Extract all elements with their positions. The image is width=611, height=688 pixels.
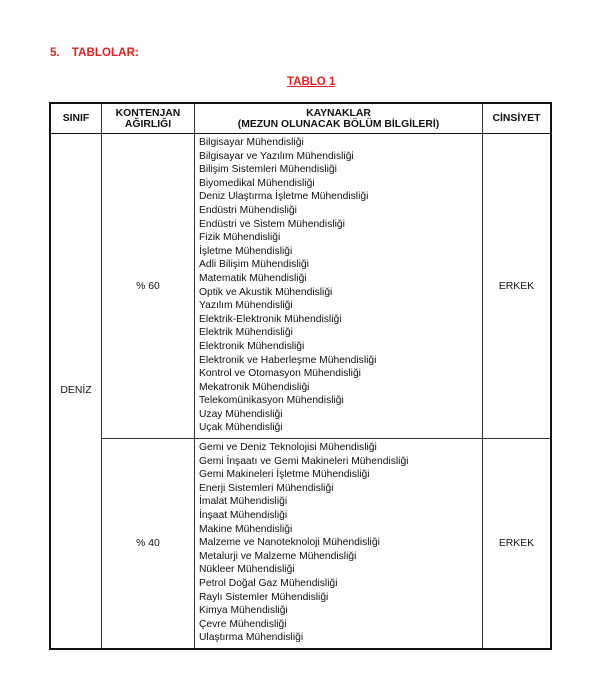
source-item: Malzeme ve Nanoteknoloji Mühendisliği <box>199 537 380 549</box>
weight-cell: % 40 <box>102 439 195 649</box>
table-row <box>50 439 551 649</box>
source-item: Telekomünikasyon Mühendisliği <box>199 395 344 407</box>
source-item: Elektrik Mühendisliği <box>199 327 293 339</box>
source-item: Endüstri ve Sistem Mühendisliği <box>199 218 345 230</box>
quota-table <box>49 102 552 650</box>
header-sinif: SINIF <box>50 103 102 134</box>
header-kontenjan-line2: AĞIRLIĞI <box>124 118 172 130</box>
header-kaynaklar-line2: (MEZUN OLUNACAK BÖLÜM BİLGİLERİ) <box>237 118 440 130</box>
source-item: Makine Mühendisliği <box>199 523 293 535</box>
header-cinsiyet: CİNSİYET <box>483 103 552 134</box>
header-kaynaklar-line1: KAYNAKLAR <box>306 107 371 119</box>
sinif-cell: DENİZ <box>50 134 102 649</box>
table-row <box>50 134 551 439</box>
source-item: Fizik Mühendisliği <box>199 232 281 244</box>
source-item: İnşaat Mühendisliği <box>199 510 288 522</box>
gender-cell: ERKEK <box>483 134 552 439</box>
table-header-row <box>50 103 551 134</box>
source-item: Uçak Mühendisliği <box>199 422 283 434</box>
source-item: Kimya Mühendisliği <box>199 605 288 617</box>
source-item: Yazılım Mühendisliği <box>199 300 293 312</box>
source-item: Bilgisayar ve Yazılım Mühendisliği <box>199 150 354 162</box>
source-item: İşletme Mühendisliği <box>199 245 293 257</box>
source-item: Gemi Makineleri İşletme Mühendisliği <box>199 469 370 481</box>
source-item: Ulaştırma Mühendisliği <box>199 632 304 644</box>
source-item: Gemi ve Deniz Teknolojisi Mühendisliği <box>199 442 377 454</box>
gender-cell: ERKEK <box>483 439 552 649</box>
section-title: TABLOLAR: <box>71 47 139 59</box>
header-kontenjan <box>102 103 195 134</box>
section-heading <box>50 47 139 59</box>
source-item: Adli Bilişim Mühendisliği <box>199 259 309 271</box>
sources-cell <box>195 439 483 649</box>
source-item: Kontrol ve Otomasyon Mühendisliği <box>199 368 361 380</box>
sources-cell <box>195 134 483 439</box>
source-item: Bilgisayar Mühendisliği <box>199 137 304 148</box>
source-item: Deniz Ulaştırma İşletme Mühendisliği <box>199 191 369 203</box>
source-item: Gemi İnşaatı ve Gemi Makineleri Mühendisliği <box>199 455 409 467</box>
section-number: 5. <box>50 47 60 59</box>
weight-cell: % 60 <box>102 134 195 439</box>
source-item: İmalat Mühendisliği <box>199 496 288 508</box>
header-kontenjan-line1: KONTENJAN <box>115 107 181 119</box>
source-item: Endüstri Mühendisliği <box>199 204 297 216</box>
header-kaynaklar <box>195 103 483 134</box>
source-item: Uzay Mühendisliği <box>199 408 283 420</box>
source-item: Elektronik Mühendisliği <box>199 340 305 352</box>
source-item: Nükleer Mühendisliği <box>199 564 295 576</box>
source-item: Elektrik-Elektronik Mühendisliği <box>199 313 342 325</box>
source-item: Mekatronik Mühendisliği <box>199 381 310 393</box>
source-item: Petrol Doğal Gaz Mühendisliği <box>199 578 338 589</box>
sources-list <box>199 136 482 435</box>
source-item: Elektronik ve Haberleşme Mühendisliği <box>199 354 377 366</box>
source-item: Enerji Sistemleri Mühendisliği <box>199 482 334 494</box>
source-item: Raylı Sistemler Mühendisliği <box>199 591 329 603</box>
source-item: Matematik Mühendisliği <box>199 272 307 284</box>
table-caption: TABLO 1 <box>287 76 336 88</box>
source-item: Çevre Mühendisliği <box>199 618 287 630</box>
source-item: Bilişim Sistemleri Mühendisliği <box>199 164 337 176</box>
sources-list <box>199 441 482 645</box>
source-item: Optik ve Akustik Mühendisliği <box>199 286 333 298</box>
source-item: Biyomedikal Mühendisliği <box>199 177 315 189</box>
source-item: Metalurji ve Malzeme Mühendisliği <box>199 550 357 562</box>
